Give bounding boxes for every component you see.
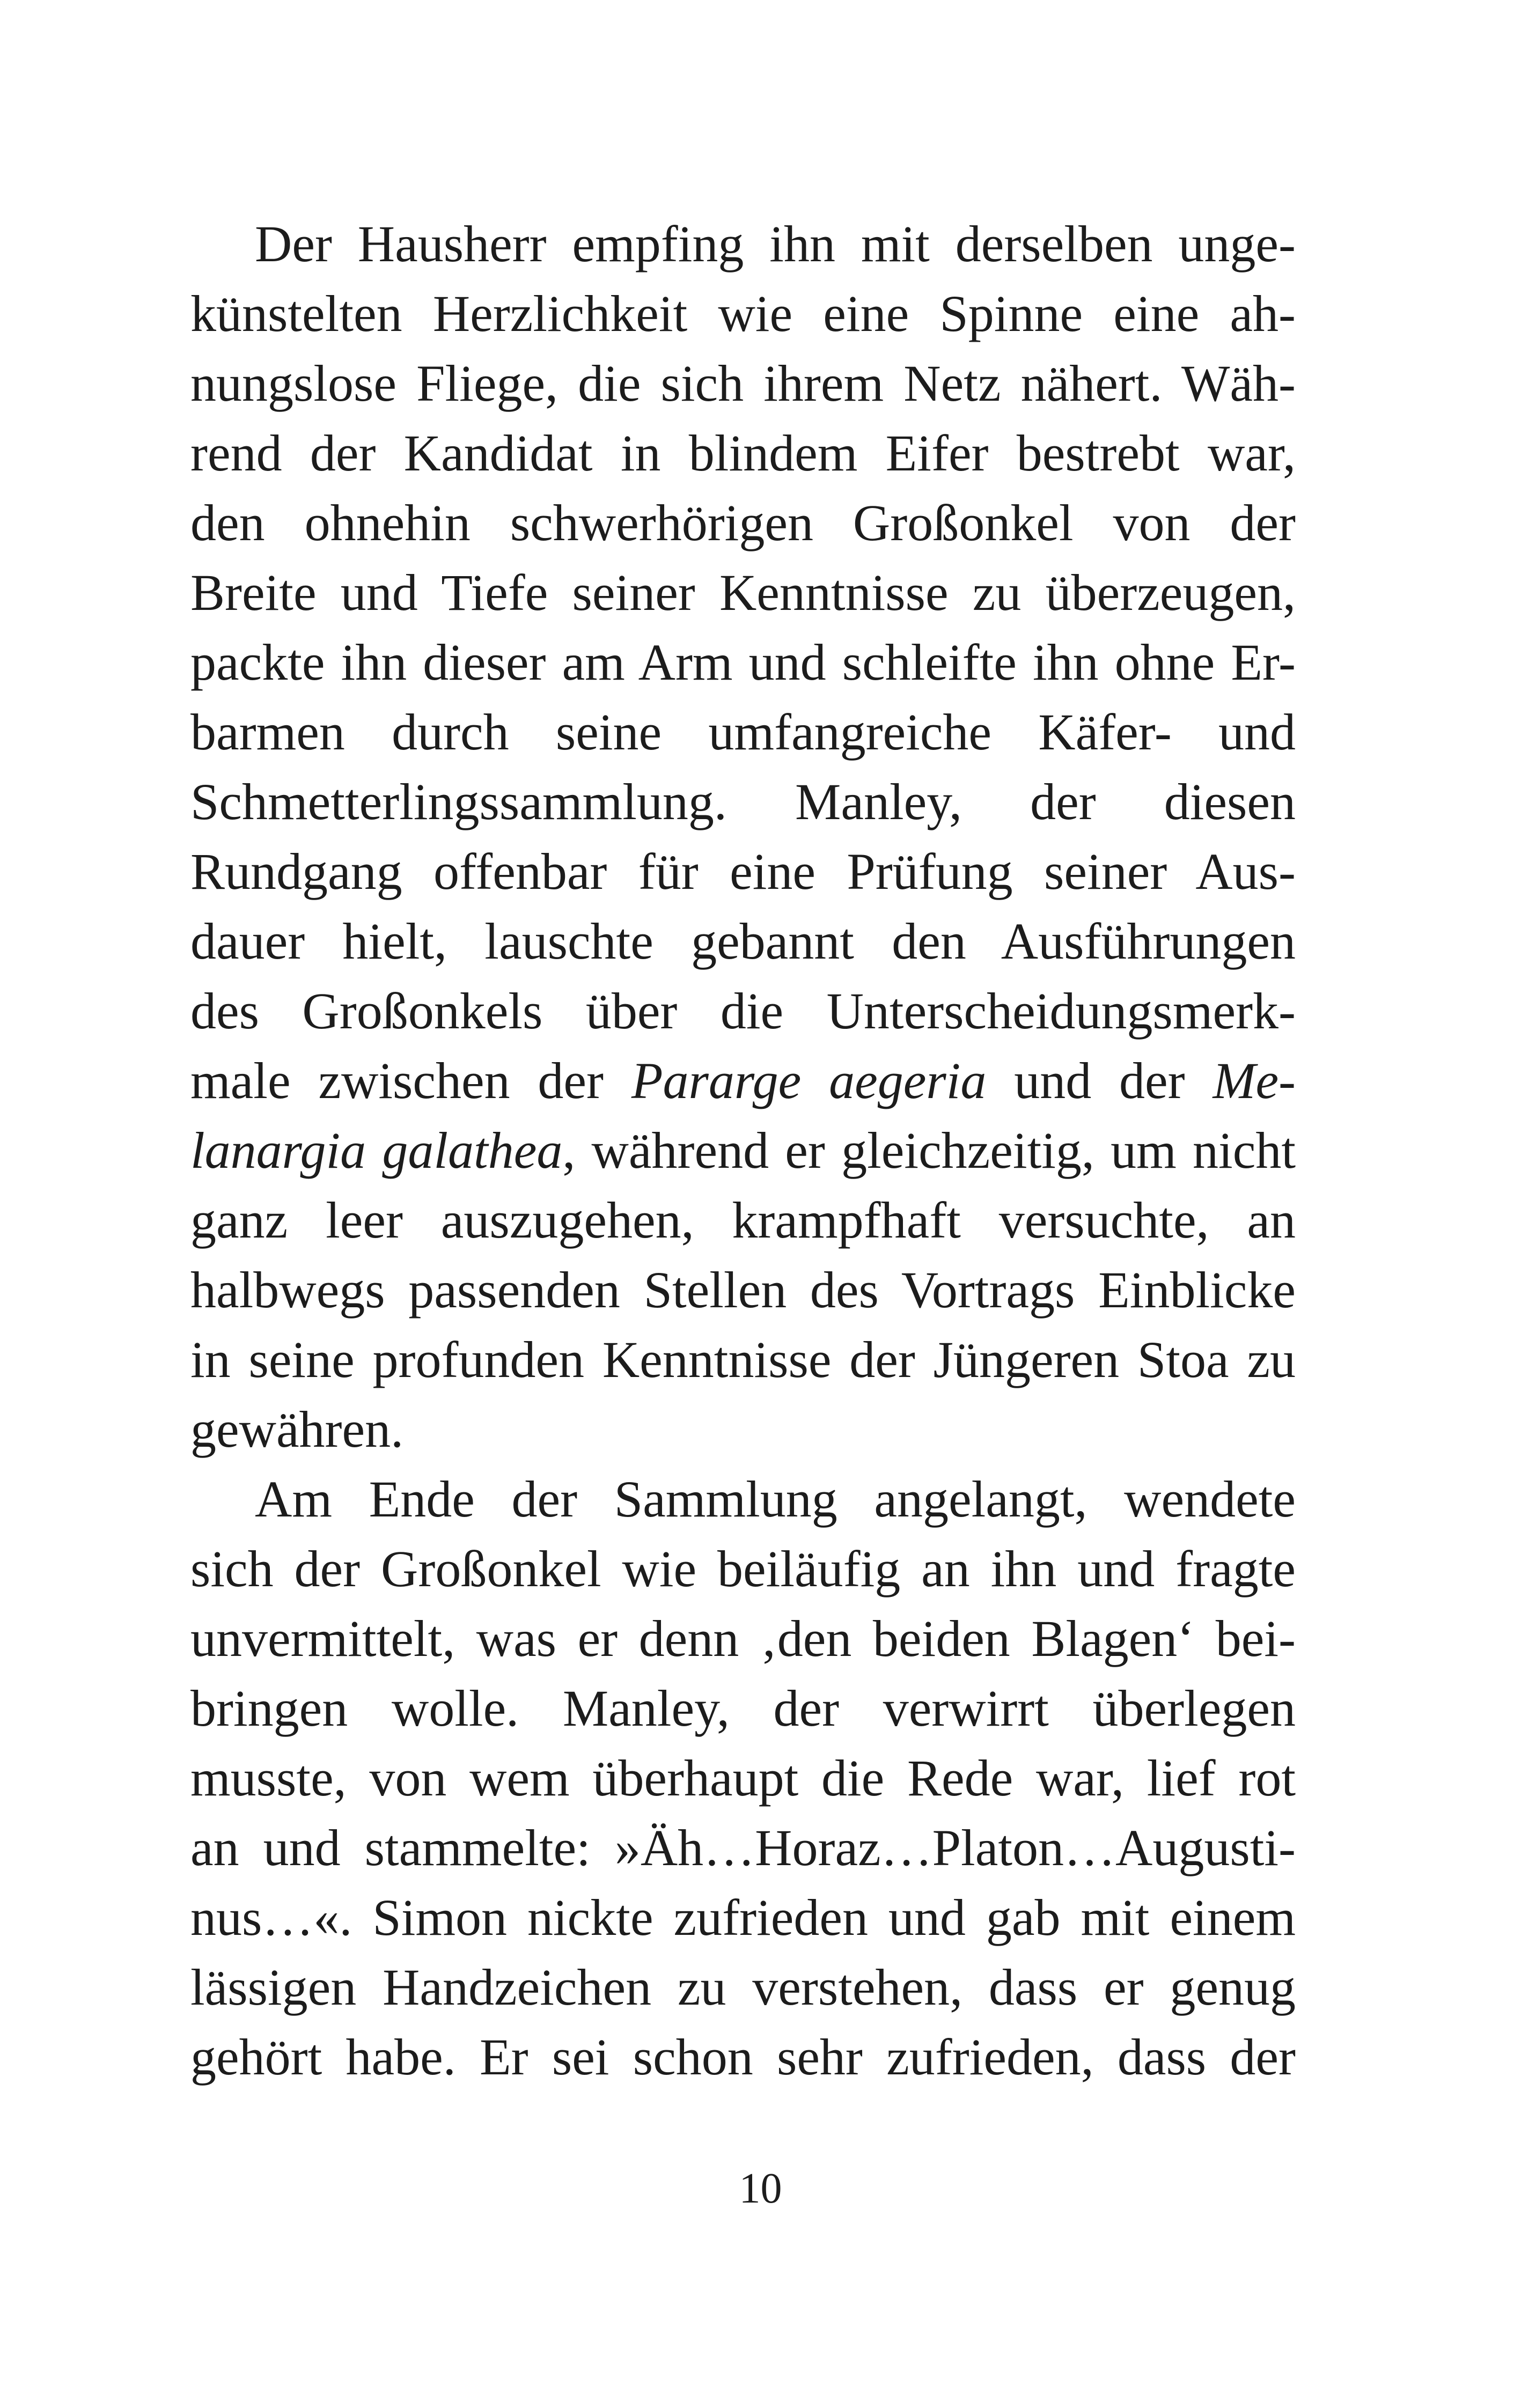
text-line: Der Hausherr empfing ihn mit derselben unge- bbox=[255, 215, 1296, 273]
text-line: Am Ende der Sammlung angelangt, wendete bbox=[255, 1470, 1296, 1528]
text-line: Breite und Tiefe seiner Kenntnisse zu überzeugen, bbox=[190, 564, 1296, 621]
text-line: in seine profunden Kenntnisse der Jüngeren Stoa zu bbox=[190, 1331, 1296, 1388]
text-line: den ohnehin schwerhörigen Großonkel von der bbox=[190, 494, 1296, 551]
text-line bbox=[190, 1116, 1296, 1185]
text-line: sich der Großonkel wie beiläufig an ihn und fragte bbox=[190, 1540, 1296, 1597]
text-line: künstelten Herzlichkeit wie eine Spinne eine ah- bbox=[190, 285, 1296, 342]
text-segment: male zwischen der bbox=[190, 1052, 631, 1109]
text-segment: und der bbox=[986, 1052, 1213, 1109]
text-line: rend der Kandidat in blindem Eifer bestrebt war, bbox=[190, 424, 1296, 482]
text-line: ganz leer auszugehen, krampfhaft versuchte, an bbox=[190, 1191, 1296, 1249]
italic-species-name: Me- bbox=[1213, 1052, 1296, 1109]
italic-species-name: lanargia galathea bbox=[190, 1122, 563, 1179]
page-number: 10 bbox=[739, 2165, 782, 2212]
text-line: barmen durch seine umfangreiche Käfer- und bbox=[190, 703, 1296, 761]
text-line: an und stammelte: »Äh…Horaz…Platon…Augusti- bbox=[190, 1819, 1296, 1876]
text-line: dauer hielt, lauschte gebannt den Ausführungen bbox=[190, 912, 1296, 970]
text-line: gewähren. bbox=[190, 1401, 404, 1458]
text-line: unvermittelt, was er denn ‚den beiden Blagen‘ bei- bbox=[190, 1610, 1296, 1667]
text-line: gehört habe. Er sei schon sehr zufrieden, dass der bbox=[190, 2028, 1296, 2086]
text-line: Schmetterlingssammlung. Manley, der diesen bbox=[190, 773, 1296, 830]
text-line: des Großonkels über die Unterscheidungsmerk- bbox=[190, 982, 1296, 1040]
text-line: bringen wolle. Manley, der verwirrt überlegen bbox=[190, 1680, 1296, 1737]
text-line: nus…«. Simon nickte zufrieden und gab mit einem bbox=[190, 1889, 1296, 1946]
text-line: musste, von wem überhaupt die Rede war, lief rot bbox=[190, 1749, 1296, 1807]
text-line: nungslose Fliege, die sich ihrem Netz nähert. Wäh- bbox=[190, 355, 1296, 412]
text-segment: , während er gleichzeitig, um nicht bbox=[562, 1122, 1296, 1179]
text-line: halbwegs passenden Stellen des Vortrags Einblicke bbox=[190, 1261, 1296, 1319]
text-line: Rundgang offenbar für eine Prüfung seiner Aus- bbox=[190, 843, 1296, 900]
text-line: packte ihn dieser am Arm und schleifte ihn ohne Er- bbox=[190, 634, 1296, 691]
italic-species-name: Pararge aegeria bbox=[631, 1052, 987, 1109]
text-line bbox=[190, 1046, 1296, 1116]
text-line: lässigen Handzeichen zu verstehen, dass er genug bbox=[190, 1958, 1296, 2016]
